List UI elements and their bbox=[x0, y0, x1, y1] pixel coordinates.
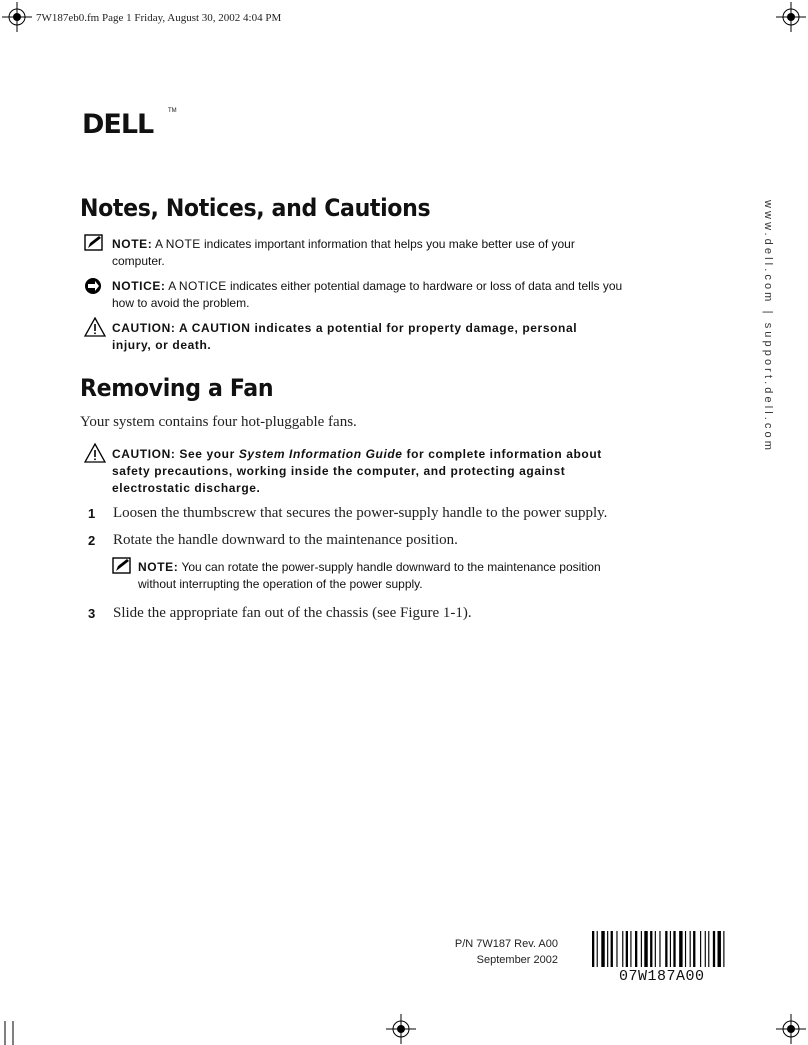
caution-line2: injury, or death. bbox=[112, 338, 212, 352]
notice-callout bbox=[112, 278, 642, 312]
notice-term: NOTICE bbox=[178, 279, 227, 293]
svg-text:DELL: DELL bbox=[82, 109, 154, 137]
note-line1: indicates important information that helps you make better use of your bbox=[200, 237, 575, 251]
notice-label: NOTICE: bbox=[112, 279, 166, 293]
note-callout bbox=[112, 236, 642, 270]
note-line2: computer. bbox=[112, 254, 165, 268]
caution-triangle-icon bbox=[84, 443, 106, 463]
step-note-line1: You can rotate the power-supply handle downward to the maintenance position bbox=[178, 560, 601, 574]
step-text: Slide the appropriate fan out of the chassis (see Figure 1-1). bbox=[113, 605, 472, 621]
notice-line2: how to avoid the problem. bbox=[112, 296, 250, 310]
registration-mark-icon bbox=[384, 1010, 420, 1045]
section-title-removing-fan: Removing a Fan bbox=[80, 374, 274, 402]
caution-callout bbox=[112, 320, 642, 354]
trademark-symbol: TM bbox=[168, 108, 177, 114]
step-text: Loosen the thumbscrew that secures the power-supply handle to the power supply. bbox=[113, 505, 608, 521]
sidebar-url bbox=[760, 200, 778, 454]
publication-date: September 2002 bbox=[476, 954, 558, 966]
crop-mark-icon bbox=[0, 1015, 20, 1045]
notice-hand-icon bbox=[84, 277, 104, 295]
step-note-line2: without interrupting the operation of the power supply. bbox=[138, 577, 423, 591]
fan-caution-line2: safety precautions, working inside the computer, and protecting against bbox=[112, 464, 566, 478]
registration-mark-icon bbox=[0, 0, 36, 36]
barcode-text: 07W187A00 bbox=[619, 968, 705, 985]
sidebar-url-text: www.dell.com | support.dell.com bbox=[762, 200, 774, 454]
notice-line1: indicates either potential damage to hardware or loss of data and tells you bbox=[226, 279, 623, 293]
step-number: 2 bbox=[88, 533, 96, 548]
step-number: 3 bbox=[88, 606, 96, 621]
part-number-block bbox=[455, 936, 558, 968]
dell-logo bbox=[82, 109, 170, 137]
note-pencil-icon bbox=[84, 234, 104, 252]
step-text: Rotate the handle downward to the maintenance position. bbox=[113, 532, 458, 548]
note-label: NOTE: bbox=[112, 237, 153, 251]
notice-prefix: A bbox=[168, 279, 179, 293]
barcode-icon bbox=[592, 931, 768, 969]
intro-paragraph: Your system contains four hot-pluggable fans. bbox=[80, 414, 357, 430]
step-note-callout bbox=[138, 559, 638, 593]
note-term: NOTE bbox=[165, 237, 201, 251]
caution-triangle-icon bbox=[84, 317, 106, 337]
step-number: 1 bbox=[88, 506, 96, 521]
fan-caution-pre: CAUTION: See your bbox=[112, 447, 239, 461]
fan-caution-line3: electrostatic discharge. bbox=[112, 481, 261, 495]
system-information-guide-title: System Information Guide bbox=[238, 447, 403, 461]
fan-caution-callout bbox=[112, 446, 642, 497]
caution-line1: CAUTION: A CAUTION indicates a potential for property damage, personal bbox=[112, 321, 578, 335]
note-pencil-icon bbox=[112, 557, 132, 575]
step-note-label: NOTE: bbox=[138, 560, 179, 574]
section-title-notes: Notes, Notices, and Cautions bbox=[80, 194, 431, 222]
fan-caution-post: for complete information about bbox=[402, 447, 602, 461]
note-prefix: A bbox=[155, 237, 166, 251]
part-number: P/N 7W187 Rev. A00 bbox=[454, 938, 558, 950]
registration-mark-icon bbox=[772, 1010, 808, 1045]
framemaker-header: 7W187eb0.fm Page 1 Friday, August 30, 2002 4:04 PM bbox=[36, 12, 282, 24]
registration-mark-icon bbox=[772, 0, 808, 36]
